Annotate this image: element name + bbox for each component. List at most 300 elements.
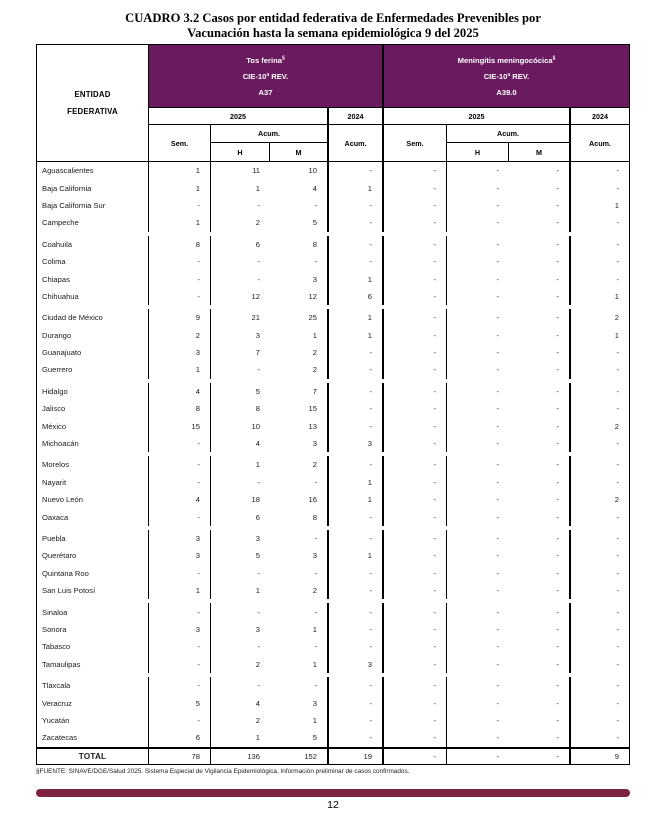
tos-acum-m-value: -	[270, 253, 329, 270]
men-acum-h-value: -	[496, 421, 499, 431]
total-row	[37, 747, 629, 764]
col-header-sem-men: Sem.	[384, 125, 447, 161]
men-prev-acum-value: -	[616, 386, 619, 396]
tos-prev-acum-value: -	[329, 361, 384, 378]
total-tos-acum-h: 136	[247, 751, 260, 761]
men-prev-acum-value: -	[616, 404, 619, 414]
tos-acum-h-value: 1	[255, 733, 260, 743]
tos-prev-acum-value: -	[329, 417, 384, 434]
col-header-h-men: H	[447, 143, 509, 161]
men-prev-acum-value: -	[616, 568, 619, 578]
tos-acum-m-value: 2	[270, 361, 329, 378]
tos-acum-h-value: -	[257, 257, 260, 267]
state-name: Zacatecas	[37, 729, 149, 746]
men-acum-h-value: -	[496, 477, 499, 487]
table-row	[37, 694, 629, 711]
year-2024-tos: 2024	[329, 108, 384, 125]
tos-sem-value: 3	[149, 530, 211, 547]
men-acum-m-value: -	[509, 474, 571, 491]
cases-table	[36, 44, 630, 765]
state-name: Baja California	[37, 179, 149, 196]
men-prev-acum-value: -	[616, 659, 619, 669]
page-title	[0, 11, 666, 41]
tos-prev-acum-value: -	[329, 383, 384, 400]
state-name: Durango	[37, 327, 149, 344]
tos-sem-value: -	[149, 270, 211, 287]
total-men-sem: -	[384, 749, 447, 764]
men-acum-h-value: -	[496, 404, 499, 414]
state-name: Guerrero	[37, 361, 149, 378]
men-acum-h-value: -	[496, 512, 499, 522]
disease-rev: CIE-10ª REV.	[483, 71, 530, 81]
tos-sem-value: 8	[149, 400, 211, 417]
table-row	[37, 379, 629, 400]
tos-acum-m-value: 1	[270, 621, 329, 638]
men-acum-h-value: -	[496, 568, 499, 578]
footer-divider-bar	[36, 789, 630, 797]
tos-sem-value: 4	[149, 383, 211, 400]
tos-prev-acum-value: 1	[329, 270, 384, 287]
tos-sem-value: 5	[149, 694, 211, 711]
tos-sem-value: -	[149, 253, 211, 270]
tos-sem-value: -	[149, 565, 211, 582]
men-prev-acum-value: -	[616, 365, 619, 375]
table-row	[37, 197, 629, 214]
tos-prev-acum-value: 1	[329, 547, 384, 564]
tos-sem-value: 1	[149, 582, 211, 599]
col-header-acum-prev-men: Acum.	[589, 138, 611, 148]
men-sem-value: -	[384, 214, 447, 231]
tos-acum-h-value: -	[257, 568, 260, 578]
state-name: Guanajuato	[37, 344, 149, 361]
tos-acum-h-value: 5	[255, 551, 260, 561]
men-acum-m-value: -	[509, 179, 571, 196]
table-row	[37, 344, 629, 361]
table-row	[37, 508, 629, 525]
disease-header-meningitis	[384, 45, 629, 108]
men-sem-value: -	[384, 270, 447, 287]
tos-acum-h-value: -	[257, 365, 260, 375]
state-name: Oaxaca	[37, 508, 149, 525]
tos-prev-acum-value: -	[329, 530, 384, 547]
tos-sem-value: 3	[149, 547, 211, 564]
men-sem-value: -	[384, 565, 447, 582]
tos-acum-h-value: -	[257, 477, 260, 487]
men-sem-value: -	[384, 197, 447, 214]
men-acum-h-value: -	[496, 439, 499, 449]
title-line-2: Vacunación hasta la semana epidemiológica 9 del 2025	[187, 26, 479, 40]
men-acum-m-value: -	[509, 621, 571, 638]
tos-acum-h-value: 3	[255, 534, 260, 543]
men-prev-acum-value: 2	[614, 421, 619, 431]
tos-sem-value: 6	[149, 729, 211, 746]
table-row	[37, 327, 629, 344]
men-acum-h-value: -	[496, 534, 499, 543]
tos-acum-m-value: 3	[270, 694, 329, 711]
tos-acum-m-value: -	[270, 603, 329, 620]
men-sem-value: -	[384, 400, 447, 417]
state-name: Ciudad de México	[37, 309, 149, 326]
tos-prev-acum-value: 1	[329, 179, 384, 196]
tos-acum-h-value: 4	[255, 439, 260, 449]
tos-acum-h-value: 10	[251, 421, 260, 431]
men-prev-acum-value: -	[616, 534, 619, 543]
men-acum-m-value: -	[509, 270, 571, 287]
men-acum-h-value: -	[496, 239, 499, 249]
men-sem-value: -	[384, 236, 447, 253]
tos-sem-value: -	[149, 677, 211, 694]
table-row	[37, 656, 629, 673]
year-2025-men: 2025	[384, 108, 571, 125]
year-2024-men: 2024	[571, 108, 629, 125]
entity-header-line-1: ENTIDAD	[74, 90, 111, 99]
state-name: Tlaxcala	[37, 677, 149, 694]
men-sem-value: -	[384, 344, 447, 361]
men-acum-h-value: -	[496, 183, 499, 193]
men-acum-h-value: -	[496, 586, 499, 596]
men-acum-m-value: -	[509, 677, 571, 694]
table-row	[37, 417, 629, 434]
disease-header-tos-ferina	[149, 45, 384, 108]
men-acum-h-value: -	[496, 624, 499, 634]
tos-sem-value: -	[149, 712, 211, 729]
tos-acum-h-value: 4	[255, 698, 260, 708]
state-name: San Luis Potosí	[37, 582, 149, 599]
tos-acum-m-value: 3	[270, 270, 329, 287]
men-prev-acum-value: 1	[614, 291, 619, 301]
men-sem-value: -	[384, 729, 447, 746]
tos-acum-h-value: 12	[251, 291, 260, 301]
tos-acum-m-value: 13	[270, 417, 329, 434]
tos-acum-h-value: 11	[252, 166, 260, 176]
men-prev-acum-value: -	[616, 551, 619, 561]
men-acum-m-value: -	[509, 530, 571, 547]
tos-prev-acum-value: -	[329, 729, 384, 746]
table-row	[37, 435, 629, 452]
tos-acum-h-value: 6	[255, 512, 260, 522]
tos-prev-acum-value: 3	[329, 656, 384, 673]
tos-prev-acum-value: -	[329, 603, 384, 620]
tos-acum-h-value: 1	[255, 460, 260, 470]
men-acum-m-value: -	[509, 400, 571, 417]
tos-acum-m-value: -	[270, 530, 329, 547]
table-row	[37, 582, 629, 599]
men-prev-acum-value: -	[616, 257, 619, 267]
tos-acum-m-value: 12	[270, 288, 329, 305]
tos-prev-acum-value: -	[329, 638, 384, 655]
men-sem-value: -	[384, 435, 447, 452]
state-name: Colima	[37, 253, 149, 270]
tos-acum-m-value: 8	[270, 236, 329, 253]
men-prev-acum-value: -	[616, 698, 619, 708]
state-name: Hidalgo	[37, 383, 149, 400]
table-row	[37, 526, 629, 547]
men-prev-acum-value: -	[616, 642, 619, 652]
men-acum-m-value: -	[509, 162, 571, 179]
men-acum-m-value: -	[509, 383, 571, 400]
state-name: Yucatán	[37, 712, 149, 729]
state-name: Quintana Roo	[37, 565, 149, 582]
table-row	[37, 179, 629, 196]
total-tos-acum-m: 152	[270, 749, 329, 764]
tos-prev-acum-value: -	[329, 712, 384, 729]
state-name: Chihuahua	[37, 288, 149, 305]
tos-sem-value: 1	[149, 179, 211, 196]
tos-prev-acum-value: 3	[329, 435, 384, 452]
men-sem-value: -	[384, 582, 447, 599]
men-prev-acum-value: -	[616, 460, 619, 470]
men-acum-h-value: -	[496, 257, 499, 267]
tos-acum-m-value: 2	[270, 582, 329, 599]
tos-acum-h-value: 7	[255, 348, 260, 358]
men-acum-h-value: -	[496, 348, 499, 358]
men-acum-h-value: -	[496, 200, 499, 210]
tos-sem-value: 3	[149, 344, 211, 361]
total-tos-prev: 19	[329, 749, 384, 764]
men-sem-value: -	[384, 253, 447, 270]
table-row	[37, 599, 629, 620]
men-sem-value: -	[384, 361, 447, 378]
tos-acum-h-value: -	[257, 642, 260, 652]
men-acum-m-value: -	[509, 656, 571, 673]
table-row	[37, 162, 629, 179]
men-acum-h-value: -	[496, 607, 499, 617]
men-sem-value: -	[384, 474, 447, 491]
table-row	[37, 452, 629, 473]
men-acum-m-value: -	[509, 417, 571, 434]
men-prev-acum-value: -	[616, 239, 619, 249]
men-acum-h-value: -	[496, 642, 499, 652]
table-row	[37, 729, 629, 746]
men-acum-h-value: -	[496, 715, 499, 725]
men-prev-acum-value: 2	[614, 495, 619, 505]
tos-prev-acum-value: -	[329, 677, 384, 694]
tos-sem-value: 2	[149, 327, 211, 344]
men-sem-value: -	[384, 656, 447, 673]
men-prev-acum-value: -	[616, 681, 619, 691]
col-header-m-tos: M	[270, 143, 329, 161]
tos-prev-acum-value: -	[329, 214, 384, 231]
total-men-acum-h: -	[496, 751, 499, 761]
men-sem-value: -	[384, 383, 447, 400]
tos-acum-h-value: 8	[255, 404, 260, 414]
men-prev-acum-value: -	[616, 733, 619, 743]
tos-acum-m-value: 2	[270, 344, 329, 361]
tos-acum-m-value: 4	[270, 179, 329, 196]
men-acum-h-value: -	[496, 313, 499, 323]
men-acum-m-value: -	[509, 694, 571, 711]
tos-acum-m-value: -	[270, 677, 329, 694]
state-name: Aguascalientes	[37, 162, 149, 179]
men-sem-value: -	[384, 309, 447, 326]
men-acum-h-value: -	[496, 330, 499, 340]
tos-acum-h-value: 3	[255, 624, 260, 634]
tos-prev-acum-value: -	[329, 162, 384, 179]
tos-sem-value: -	[149, 508, 211, 525]
table-row	[37, 621, 629, 638]
men-acum-h-value: -	[496, 659, 499, 669]
tos-acum-h-value: -	[257, 681, 260, 691]
tos-acum-m-value: 16	[270, 491, 329, 508]
men-acum-m-value: -	[509, 508, 571, 525]
men-acum-m-value: -	[509, 288, 571, 305]
men-acum-h-value: -	[496, 291, 499, 301]
men-sem-value: -	[384, 677, 447, 694]
tos-acum-h-value: -	[257, 607, 260, 617]
men-prev-acum-value: -	[616, 218, 619, 228]
men-prev-acum-value: -	[616, 624, 619, 634]
men-acum-m-value: -	[509, 344, 571, 361]
tos-sem-value: 1	[149, 361, 211, 378]
col-header-h-tos: H	[211, 143, 270, 161]
men-sem-value: -	[384, 491, 447, 508]
footnote-mark: §	[281, 54, 285, 61]
page-number: 12	[327, 799, 339, 811]
men-acum-h-value: -	[496, 551, 499, 561]
table-row	[37, 712, 629, 729]
tos-acum-h-value: -	[257, 274, 260, 284]
tos-prev-acum-value: -	[329, 565, 384, 582]
title-line-1: CUADRO 3.2 Casos por entidad federativa de Enfermedades Prevenibles por	[125, 11, 541, 25]
total-men-acum-m: -	[509, 749, 571, 764]
table-row	[37, 253, 629, 270]
men-acum-m-value: -	[509, 361, 571, 378]
men-sem-value: -	[384, 179, 447, 196]
men-acum-m-value: -	[509, 456, 571, 473]
tos-acum-m-value: 1	[270, 712, 329, 729]
tos-acum-m-value: -	[270, 638, 329, 655]
entity-column-header	[37, 45, 149, 161]
tos-prev-acum-value: -	[329, 400, 384, 417]
men-acum-m-value: -	[509, 253, 571, 270]
table-body	[37, 162, 629, 747]
table-row	[37, 232, 629, 253]
table-row	[37, 565, 629, 582]
tos-sem-value: 4	[149, 491, 211, 508]
men-acum-h-value: -	[496, 460, 499, 470]
tos-prev-acum-value: -	[329, 253, 384, 270]
tos-sem-value: -	[149, 288, 211, 305]
table-row	[37, 361, 629, 378]
men-sem-value: -	[384, 508, 447, 525]
men-prev-acum-value: 1	[614, 330, 619, 340]
men-acum-m-value: -	[509, 547, 571, 564]
col-header-m-men: M	[509, 143, 571, 161]
tos-prev-acum-value: -	[329, 344, 384, 361]
tos-acum-m-value: 3	[270, 435, 329, 452]
tos-acum-m-value: 15	[270, 400, 329, 417]
men-acum-h-value: -	[496, 386, 499, 396]
tos-acum-h-value: 18	[251, 495, 260, 505]
tos-acum-m-value: -	[270, 474, 329, 491]
state-name: Jalisco	[37, 400, 149, 417]
total-men-prev: 9	[614, 751, 619, 761]
men-acum-h-value: -	[496, 365, 499, 375]
tos-acum-h-value: 5	[255, 386, 260, 396]
table-row	[37, 270, 629, 287]
table-row	[37, 491, 629, 508]
men-sem-value: -	[384, 288, 447, 305]
year-2025-tos: 2025	[149, 108, 329, 125]
tos-prev-acum-value: 1	[329, 491, 384, 508]
tos-sem-value: -	[149, 474, 211, 491]
tos-prev-acum-value: -	[329, 694, 384, 711]
state-name: Nayarit	[37, 474, 149, 491]
disease-code: A37	[258, 87, 273, 97]
men-prev-acum-value: 1	[614, 200, 619, 210]
men-sem-value: -	[384, 694, 447, 711]
tos-prev-acum-value: 1	[329, 327, 384, 344]
men-acum-m-value: -	[509, 565, 571, 582]
men-sem-value: -	[384, 547, 447, 564]
table-row	[37, 673, 629, 694]
state-name: Morelos	[37, 456, 149, 473]
tos-acum-h-value: 1	[255, 586, 260, 596]
table-header	[37, 45, 629, 162]
tos-acum-m-value: 1	[270, 656, 329, 673]
state-name: Michoacán	[37, 435, 149, 452]
table-row	[37, 638, 629, 655]
tos-prev-acum-value: -	[329, 456, 384, 473]
tos-prev-acum-value: 6	[329, 288, 384, 305]
state-name: Puebla	[37, 530, 149, 547]
tos-acum-m-value: -	[270, 565, 329, 582]
men-sem-value: -	[384, 712, 447, 729]
tos-sem-value: -	[149, 435, 211, 452]
state-name: Veracruz	[37, 694, 149, 711]
col-header-acum-prev-tos: Acum.	[329, 125, 384, 161]
tos-sem-value: 1	[149, 162, 211, 179]
men-prev-acum-value: -	[616, 607, 619, 617]
men-prev-acum-value: 2	[614, 313, 619, 323]
tos-prev-acum-value: 1	[329, 474, 384, 491]
tos-acum-h-value: 2	[255, 218, 260, 228]
table-row	[37, 474, 629, 491]
footnote-mark: §	[552, 54, 556, 61]
men-acum-m-value: -	[509, 197, 571, 214]
tos-sem-value: -	[149, 197, 211, 214]
tos-acum-m-value: 5	[270, 729, 329, 746]
men-sem-value: -	[384, 621, 447, 638]
table-row	[37, 547, 629, 564]
men-acum-h-value: -	[496, 698, 499, 708]
table-row	[37, 288, 629, 305]
men-acum-m-value: -	[509, 236, 571, 253]
tos-acum-m-value: 10	[270, 162, 329, 179]
men-acum-h-value: -	[496, 495, 499, 505]
men-sem-value: -	[384, 162, 447, 179]
col-header-acum-men: Acum.	[447, 125, 571, 143]
total-label: TOTAL	[37, 749, 149, 764]
table-row	[37, 305, 629, 326]
disease-name: Meningitis meningocócica§	[457, 54, 556, 65]
men-prev-acum-value: -	[616, 183, 619, 193]
men-acum-m-value: -	[509, 729, 571, 746]
state-name: Baja California Sur	[37, 197, 149, 214]
tos-acum-m-value: 8	[270, 508, 329, 525]
tos-sem-value: 15	[149, 417, 211, 434]
tos-sem-value: 9	[149, 309, 211, 326]
men-sem-value: -	[384, 603, 447, 620]
tos-acum-m-value: 2	[270, 456, 329, 473]
men-acum-m-value: -	[509, 435, 571, 452]
tos-sem-value: -	[149, 656, 211, 673]
tos-sem-value: -	[149, 456, 211, 473]
tos-sem-value: 8	[149, 236, 211, 253]
tos-acum-h-value: 1	[255, 183, 260, 193]
tos-sem-value: 3	[149, 621, 211, 638]
col-header-sem-tos: Sem.	[149, 125, 211, 161]
